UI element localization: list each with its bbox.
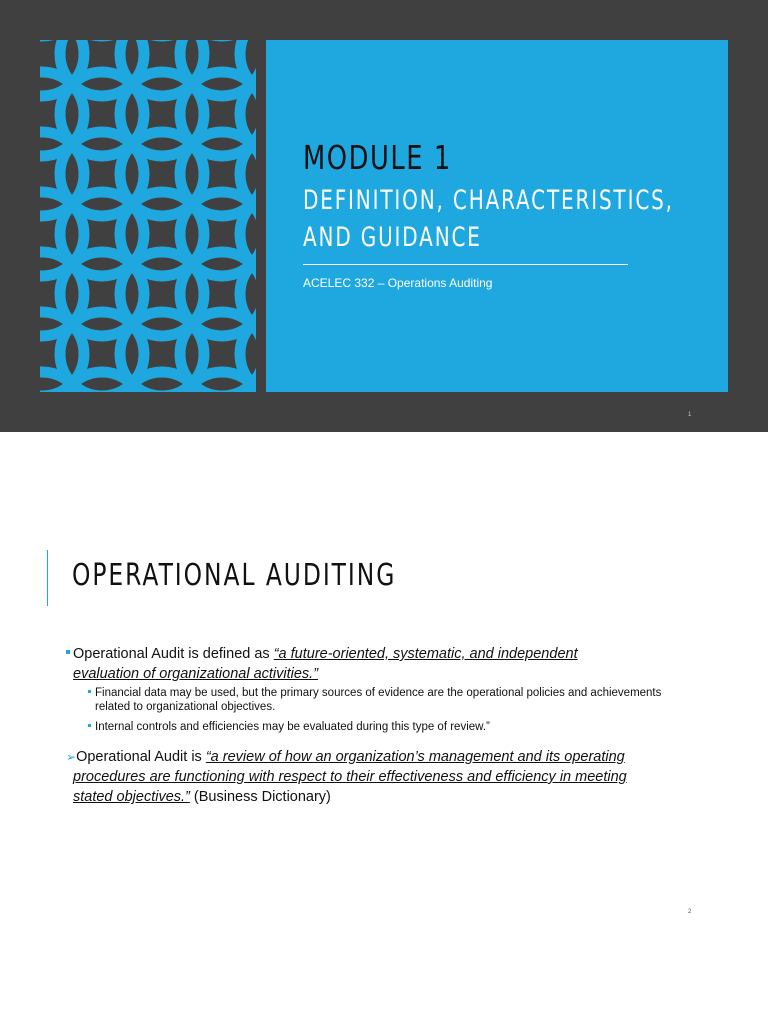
course-label: ACELEC 332 – Operations Auditing [303,276,493,290]
slide-number: 1 [688,412,692,418]
mini-bullet-icon [88,690,91,693]
p1-quote-line-2: evaluation of organizational activities.” [73,666,319,682]
title-panel [266,40,728,392]
sub1-line-1: Financial data may be used, but the primary sources of evidence are the operational policies and achievements [95,687,662,699]
arrow-bullet-icon: ➢ [66,750,77,764]
square-bullet-icon [66,650,70,654]
p2-quote-line-1: “a review of how an organization’s management and its operating [205,749,625,765]
title-slide [0,0,768,432]
p2-quote-line-2: procedures are functioning with respect to their effectiveness and efficiency in meeting [73,769,627,785]
mini-bullet-icon [88,724,91,727]
sub-bullet-financial-data [88,686,698,714]
title-divider [303,264,628,265]
definition-paragraph-1 [66,644,666,684]
decorative-pattern [40,40,256,392]
title-accent-bar [47,550,48,606]
sub1-line-2: related to organizational objectives. [95,701,276,713]
module-subtitle [303,182,674,256]
sub2-text: Internal controls and efficiencies may be evaluated during this type of review.” [95,721,490,733]
content-slide [0,432,768,1024]
subtitle-line-1: DEFINITION, CHARACTERISTICS, [303,185,674,216]
definition-paragraph-2 [66,747,696,807]
subtitle-line-2: AND GUIDANCE [303,222,482,253]
section-title: OPERATIONAL AUDITING [72,558,397,593]
slide-number: 2 [688,909,692,915]
p1-quote-line-1: “a future-oriented, systematic, and independent [273,646,578,662]
sub-bullet-internal-controls [88,720,698,734]
p2-source: (Business Dictionary) [189,789,331,805]
p1-prefix: Operational Audit is defined as [73,646,274,662]
p2-quote-line-3: stated objectives.” [73,789,190,805]
module-title: MODULE 1 [303,138,452,177]
p2-prefix: Operational Audit is [76,749,206,765]
interlocking-circles-pattern [40,40,256,392]
